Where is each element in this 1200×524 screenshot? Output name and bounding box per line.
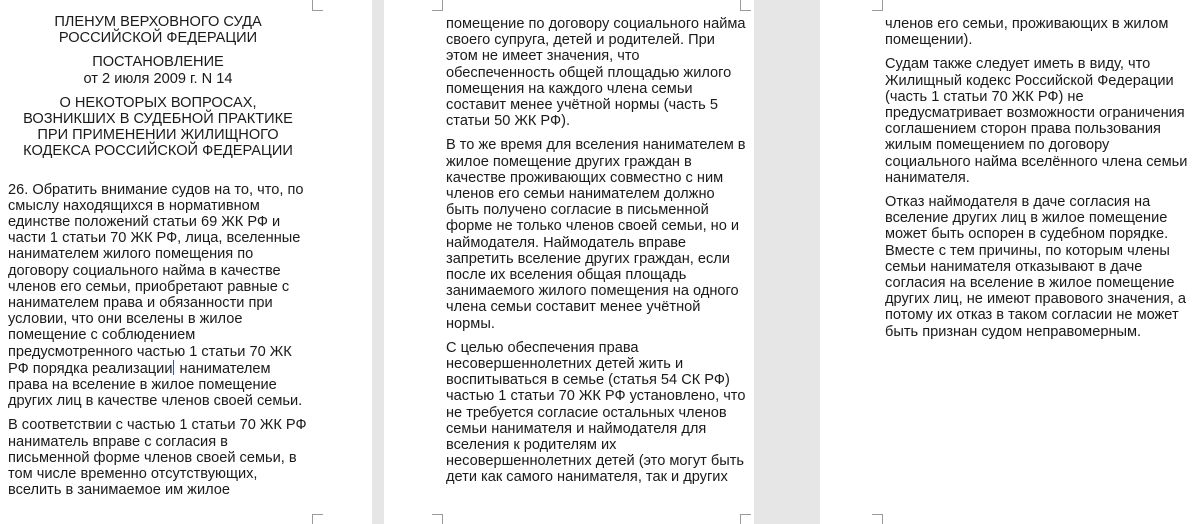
document-page-1 xyxy=(0,0,372,524)
court-heading xyxy=(8,14,308,46)
paragraph: С целью обеспечения права несовершеннолетних детей жить и воспитываться в семье (статья 54 СК РФ) частью 1 статьи 70 ЖК РФ установлено, что не требуется согласие остальных членов семьи нанимателя и наймодателя для вселения к родителям их несовершеннолетних детей (это могут быть дети как самого нанимателя, так и других xyxy=(446,339,746,486)
document-page-3 xyxy=(820,0,1200,524)
paragraph: В соответствии с частью 1 статьи 70 ЖК РФ наниматель вправе с согласия в письменной форме членов своей семьи, в том числе временно отсутствующих, вселить в занимаемое им жилое xyxy=(8,417,307,499)
page-2-text-column[interactable] xyxy=(446,16,746,494)
document-title-line: ПРИ ПРИМЕНЕНИИ ЖИЛИЩНОГО xyxy=(37,127,279,144)
document-date: от 2 июля 2009 г. N 14 xyxy=(83,70,233,87)
margin-mark xyxy=(872,0,883,11)
court-heading-line: ПЛЕНУМ ВЕРХОВНОГО СУДА xyxy=(54,14,262,30)
page-3-text-column[interactable] xyxy=(885,16,1190,348)
paragraph: помещение по договору социального найма своего супруга, детей и родителей. При этом не имеет значения, что обеспеченность общей площадью жилого помещения на каждого члена семьи составит менее учётной нормы (часть 5 статьи 50 ЖК РФ). xyxy=(446,16,746,130)
document-title-line: ВОЗНИКШИХ В СУДЕБНОЙ ПРАКТИКЕ xyxy=(23,111,293,128)
document-title xyxy=(8,95,308,160)
document-type-block xyxy=(8,54,308,86)
margin-mark xyxy=(432,0,443,11)
paragraph: В то же время для вселения нанимателем в жилое помещение других граждан в качестве проживающих совместно с ним членов его семьи нанимателем должно быть получено согласие в письменной форме не только членов своей семьи, но и наймодателя. Наймодатель вправе запретить вселение других граждан, если после их вселения общая площадь занимаемого жилого помещения на одного члена семьи составит менее учётной нормы. xyxy=(446,137,746,332)
document-type: ПОСТАНОВЛЕНИЕ xyxy=(92,54,224,71)
margin-mark xyxy=(312,0,323,11)
margin-mark xyxy=(432,514,443,524)
paragraph-26 xyxy=(8,182,308,410)
paragraph: членов его семьи, проживающих в жилом помещении). xyxy=(885,16,1169,49)
margin-mark xyxy=(312,514,323,524)
page-1-text-column[interactable] xyxy=(8,14,308,506)
paragraph-26-text: 26. Обратить внимание судов на то, что, по смыслу находящихся в нормативном единстве положений статьи 69 ЖК РФ и части 1 статьи 70 ЖК РФ, лица, вселенные нанимателем жилого помещения по договору социального найма в качестве членов его семьи, приобретают равные с нанимателем права и обязанности при условии, что они вселены в жилое помещение с соблюдением предусмотренного частью 1 статьи 70 ЖК РФ порядка реализации xyxy=(8,181,304,377)
document-page-2 xyxy=(384,0,754,524)
margin-mark xyxy=(740,0,751,11)
paragraph: Судам также следует иметь в виду, что Жилищный кодекс Российской Федерации (часть 1 статьи 70 ЖК РФ) не предусматривает возможности ограничения соглашением сторон права пользования жилым помещением по договору социального найма вселённого члена семьи нанимателя. xyxy=(885,56,1188,186)
court-heading-line: РОССИЙСКОЙ ФЕДЕРАЦИИ xyxy=(58,30,258,47)
paragraph-26-text-cont: нанимателем права на вселение в жилое помещение других лиц в качестве членов своей семьи. xyxy=(8,360,303,410)
margin-mark xyxy=(740,514,751,524)
paragraph: Отказ наймодателя в даче согласия на вселение других лиц в жилое помещение может быть оспорен в судебном порядке. Вместе с тем причины, по которым члены семьи нанимателя отказывают в даче согласия на вселение в жилое помещение других лиц, не имеют правового значения, а потому их отказ в таком согласии не может быть признан судом неправомерным. xyxy=(885,194,1186,340)
margin-mark xyxy=(872,514,883,524)
document-title-line: КОДЕКСА РОССИЙСКОЙ ФЕДЕРАЦИИ xyxy=(23,143,293,160)
document-title-line: О НЕКОТОРЫХ ВОПРОСАХ, xyxy=(59,94,257,111)
